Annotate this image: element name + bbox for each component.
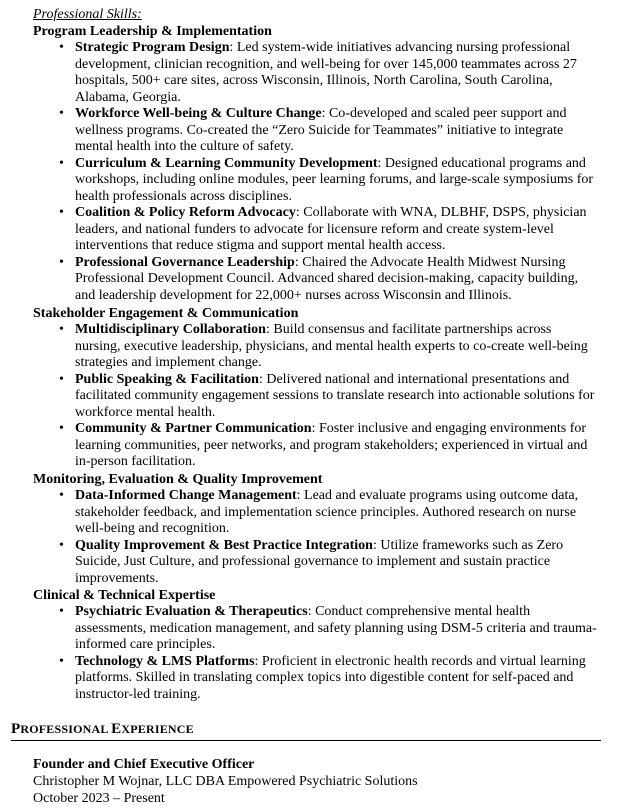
list-item [33, 156, 598, 206]
skills-list [33, 604, 598, 703]
skills-heading: Professional Skills: [33, 7, 142, 22]
skill-term: Multidisciplinary Collaboration [75, 322, 266, 337]
skill-term: Technology & LMS Platforms [75, 653, 255, 669]
list-item [33, 255, 598, 305]
list-item [33, 604, 598, 654]
skills-list [33, 322, 598, 471]
section-title: Program Leadership & Implementation [33, 24, 272, 39]
list-item [33, 205, 598, 255]
skills-list [33, 40, 598, 304]
skill-term: Community & Partner Communication [75, 421, 312, 436]
section-title: Stakeholder Engagement & Communication [33, 306, 299, 321]
bullet-icon: • [59, 205, 64, 220]
skill-text: : Lead and evaluate programs using outcome data, stakeholder feedback, and implementation science principles. Authored research on nurse well-being and recognition. [75, 488, 579, 536]
skills-section-clinical-technical [33, 588, 598, 703]
list-item [33, 654, 598, 704]
skill-term: Data-Informed Change Management [75, 488, 297, 503]
skill-term: Coalition & Policy Reform Advocacy [75, 205, 296, 220]
skill-text: : Delivered national and international presentations and facilitated community engagement sessions to translate research into actionable solutions for workforce mental health. [75, 371, 595, 420]
skills-section-monitoring-evaluation [33, 472, 598, 587]
list-item [33, 538, 598, 588]
bullet-icon: • [59, 653, 64, 669]
bullet-icon: • [59, 40, 64, 55]
skill-text: : Foster inclusive and engaging environments for learning communities, peer networks, and program stakeholders; experienced in virtual and in-person facilitation. [75, 421, 588, 469]
skill-text: : Build consensus and facilitate partnerships across nursing, executive leadership, physicians, and mental health experts to co-create well-being strategies and implement change. [75, 322, 588, 370]
skill-term: Professional Governance Leadership [75, 254, 295, 270]
bullet-icon: • [59, 488, 64, 503]
bullet-icon: • [59, 604, 64, 619]
skill-text: : Proficient in electronic health records and virtual learning platforms. Skilled in translating complex topics into digestible content for self-paced and instructor-led training. [75, 653, 586, 702]
job-dates: October 2023 – Present [33, 791, 165, 806]
bullet-icon: • [59, 371, 64, 387]
skills-section-stakeholder-engagement [33, 306, 598, 471]
experience-heading: PROFESSIONAL EXPERIENCE [11, 720, 601, 741]
skill-term: Curriculum & Learning Community Development [75, 155, 378, 171]
bullet-icon: • [59, 155, 64, 171]
list-item [33, 322, 598, 372]
bullet-icon: • [59, 537, 64, 553]
skill-text: : Co-developed and scaled peer support and wellness programs. Co-created the “Zero Suicide for Teammates” initiative to integrate mental health into the culture of safety. [75, 106, 567, 154]
bullet-icon: • [59, 106, 64, 121]
skill-term: Workforce Well-being & Culture Change [75, 106, 322, 121]
skill-term: Psychiatric Evaluation & Therapeutics [75, 604, 308, 619]
skill-text: : Chaired the Advocate Health Midwest Nursing Professional Development Council. Advanced shared decision-making, capacity building, and leadership development for 22,000+ nurses across Wisconsin and Illinois. [75, 254, 579, 303]
job-entry [33, 756, 593, 807]
list-item [33, 372, 598, 422]
list-item [33, 421, 598, 471]
skill-text: : Led system-wide initiatives advancing nursing professional development, clinician recognition, and well-being for over 145,000 teammates across 27 hospitals, 500+ care sites, across Wisconsin, Illinois, North Carolina, South Carolina, Alabama, Georgia. [75, 40, 577, 105]
skill-text: : Conduct comprehensive mental health assessments, medication management, and safety planning using DSM-5 criteria and trauma-informed care principles. [75, 604, 597, 652]
bullet-icon: • [59, 254, 64, 270]
list-item [33, 488, 598, 538]
skill-term: Strategic Program Design [75, 40, 230, 55]
list-item [33, 106, 598, 156]
skill-text: : Designed educational programs and workshops, including online modules, peer learning forums, and large-scale symposiums for health professionals across disciplines. [75, 155, 594, 204]
skill-text: : Utilize frameworks such as Zero Suicide, Just Culture, and professional governance to implement and sustain practice improvements. [75, 537, 564, 586]
section-title: Clinical & Technical Expertise [33, 588, 216, 603]
skill-term: Public Speaking & Facilitation [75, 371, 259, 387]
skill-term: Quality Improvement & Best Practice Integration [75, 537, 373, 553]
bullet-icon: • [59, 322, 64, 337]
skills-section-program-leadership [33, 24, 598, 304]
skill-text: : Collaborate with WNA, DLBHF, DSPS, physician leaders, and national funders to advocate for licensure reform and create system-level interventions that reduce stigma and support mental health access. [75, 205, 587, 253]
job-title: Founder and Chief Executive Officer [33, 757, 255, 772]
skills-list [33, 488, 598, 587]
bullet-icon: • [59, 421, 64, 436]
company-name: Christopher M Wojnar, LLC DBA Empowered Psychiatric Solutions [33, 774, 418, 789]
list-item [33, 40, 598, 106]
section-title: Monitoring, Evaluation & Quality Improvement [33, 472, 323, 487]
